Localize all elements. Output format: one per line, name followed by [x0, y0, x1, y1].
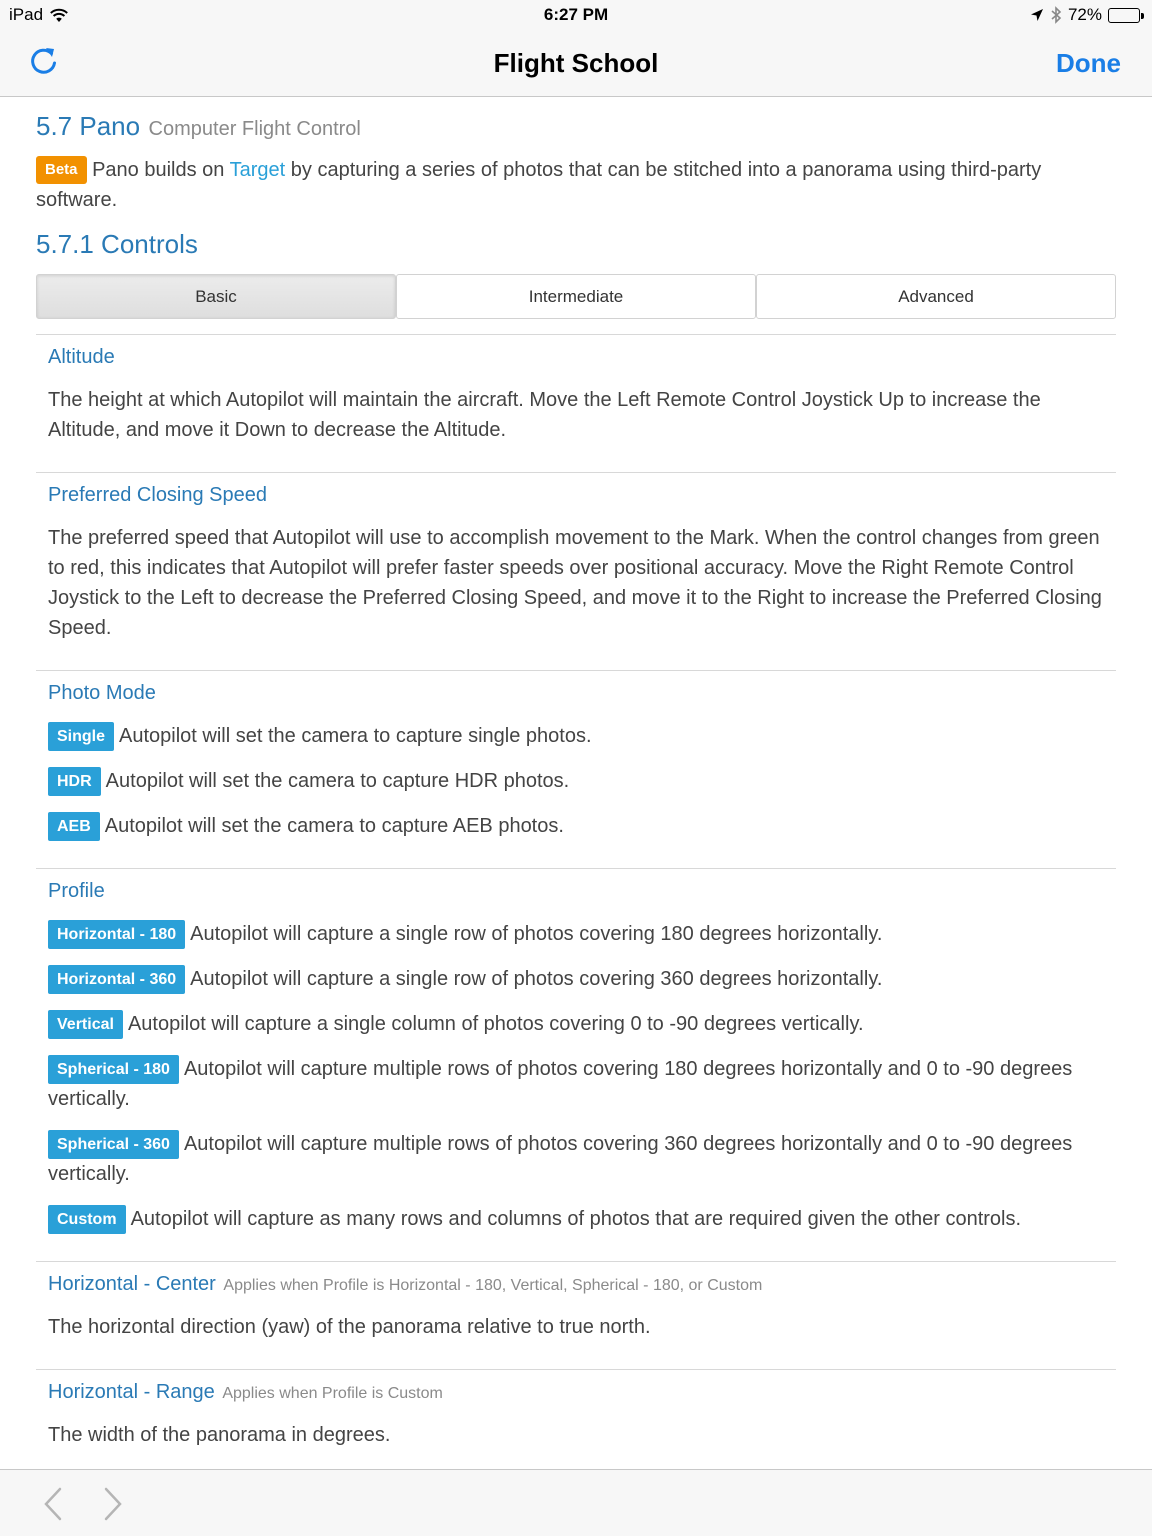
profile-option: [48, 919, 1108, 949]
tab-advanced[interactable]: Advanced: [756, 274, 1116, 319]
closing-speed-title: Preferred Closing Speed: [48, 484, 268, 506]
divider: [36, 1261, 1116, 1262]
location-arrow-icon: [1030, 8, 1044, 22]
nav-title: Flight School: [493, 48, 659, 78]
horizontal-center-header: [48, 1273, 762, 1296]
intro-text-after: by capturing a series of photos that can be stitched into a panorama using third-party software.: [36, 159, 1042, 211]
section-title: 5.7 Pano: [36, 111, 141, 141]
status-right: [1030, 5, 1140, 25]
horizontal-range-note: Applies when Profile is Custom: [222, 1385, 443, 1402]
status-bar: [0, 0, 1152, 30]
horizontal-center-title: Horizontal - Center: [48, 1273, 216, 1295]
bluetooth-icon: [1050, 6, 1062, 24]
profile-badge-horizontal-180: Horizontal - 180: [48, 920, 185, 949]
done-button[interactable]: Done: [1056, 48, 1121, 78]
divider: [36, 868, 1116, 869]
battery-icon: [1108, 8, 1140, 23]
option-text: Autopilot will set the camera to capture single photos.: [119, 725, 592, 747]
tab-intermediate[interactable]: Intermediate: [396, 274, 756, 319]
intro-text-before: Pano builds on: [92, 159, 225, 181]
divider: [36, 1369, 1116, 1370]
profile-badge-custom: Custom: [48, 1205, 126, 1234]
option-text: Autopilot will capture as many rows and columns of photos that are required given the other controls.: [130, 1208, 1022, 1230]
option-text: Autopilot will capture multiple rows of photos covering 180 degrees horizontally and 0 to -90 degrees vertically.: [48, 1058, 1073, 1110]
beta-badge: Beta: [36, 156, 87, 184]
navigation-bar: [0, 30, 1152, 97]
closing-speed-description: The preferred speed that Autopilot will use to accomplish movement to the Mark. When the control changes from green to red, this indicates that Autopilot will prefer faster speeds over positional accuracy. Move the Right Remote Control Joystick to the Left to decrease the Preferred Closing Speed, and move it to the Right to increase the Preferred Closing Speed.: [48, 527, 1102, 639]
option-text: Autopilot will capture multiple rows of photos covering 360 degrees horizontally and 0 to -90 degrees vertically.: [48, 1133, 1073, 1185]
divider: [36, 670, 1116, 671]
profile-title: Profile: [48, 880, 105, 902]
profile-option: [48, 1054, 1108, 1114]
mode-badge-single: Single: [48, 722, 114, 751]
device-name: iPad: [9, 5, 44, 24]
profile-badge-vertical: Vertical: [48, 1010, 123, 1039]
horizontal-range-header: [48, 1381, 443, 1404]
bottom-toolbar: [0, 1469, 1152, 1536]
chevron-right-icon[interactable]: [98, 1486, 128, 1522]
option-text: Autopilot will capture a single row of photos covering 180 degrees horizontally.: [190, 923, 883, 945]
section-intro: [36, 155, 1116, 215]
photo-mode-option: [48, 721, 1108, 751]
tab-basic[interactable]: Basic: [36, 274, 396, 319]
profile-option: [48, 1129, 1108, 1189]
altitude-description: The height at which Autopilot will maintain the aircraft. Move the Left Remote Control Joystick Up to increase the Altitude, and move it Down to decrease the Altitude.: [48, 389, 1041, 441]
mode-badge-aeb: AEB: [48, 812, 100, 841]
section-subtitle: Computer Flight Control: [148, 118, 361, 140]
photo-mode-option: [48, 766, 1108, 796]
level-tabs: [36, 274, 1116, 319]
photo-mode-option: [48, 811, 1108, 841]
content-area[interactable]: [0, 97, 1152, 1469]
option-text: Autopilot will set the camera to capture AEB photos.: [104, 815, 564, 837]
profile-badge-spherical-360: Spherical - 360: [48, 1130, 179, 1159]
horizontal-range-title: Horizontal - Range: [48, 1381, 215, 1403]
section-header: [36, 111, 361, 142]
target-link[interactable]: Target: [229, 159, 286, 181]
option-text: Autopilot will set the camera to capture HDR photos.: [105, 770, 570, 792]
status-time: 6:27 PM: [543, 5, 609, 24]
profile-option: [48, 1009, 1108, 1039]
profile-badge-horizontal-360: Horizontal - 360: [48, 965, 185, 994]
battery-tip: [1141, 13, 1144, 19]
profile-badge-spherical-180: Spherical - 180: [48, 1055, 179, 1084]
option-text: Autopilot will capture a single row of photos covering 360 degrees horizontally.: [190, 968, 883, 990]
divider: [36, 334, 1116, 335]
option-text: Autopilot will capture a single column of photos covering 0 to -90 degrees vertically.: [127, 1013, 864, 1035]
horizontal-range-description: The width of the panorama in degrees.: [48, 1424, 391, 1446]
profile-option: [48, 1204, 1108, 1234]
profile-option: [48, 964, 1108, 994]
chevron-left-icon[interactable]: [38, 1486, 68, 1522]
photo-mode-title: Photo Mode: [48, 682, 156, 704]
mode-badge-hdr: HDR: [48, 767, 101, 796]
controls-title: 5.7.1 Controls: [36, 229, 198, 259]
divider: [36, 472, 1116, 473]
battery-percent: 72%: [1067, 5, 1102, 24]
horizontal-center-note: Applies when Profile is Horizontal - 180, Vertical, Spherical - 180, or Custom: [223, 1277, 763, 1294]
horizontal-center-description: The horizontal direction (yaw) of the panorama relative to true north.: [48, 1316, 651, 1338]
altitude-title: Altitude: [48, 346, 115, 368]
